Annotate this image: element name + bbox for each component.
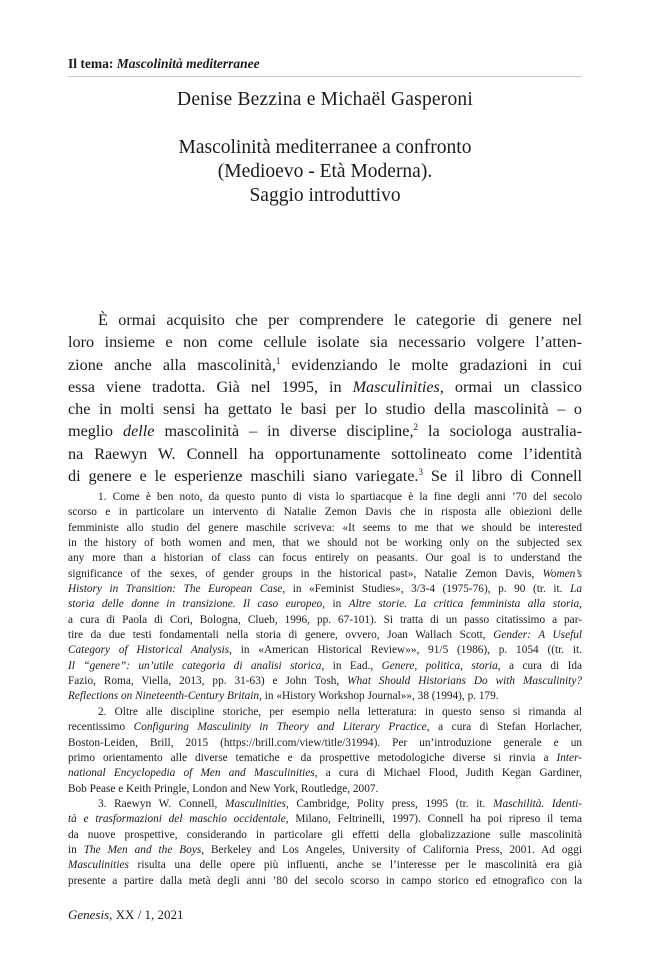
footnote-line: in The Men and the Boys, Berkeley and Los Angeles, University of California Press, 2001. Ad oggi: [68, 843, 582, 856]
footnote-line: tire da due testi fondamentali nella storia di genere, ovvero, Joan Wallach Scott, Gender: A Useful: [68, 629, 583, 642]
footnote-line: Reflections on Nineteenth-Century Britain, in «History Workshop Journal»», 38 (1994), p. 179.: [68, 690, 499, 703]
footnote-line: primo orientamento alle diverse tematiche e da prospettive metodologiche diverse si rinvia a Inter-: [68, 751, 582, 764]
footnote-line: significance of the sexes, of gender groups in the historical past», Natalie Zemon Davis, Women’s: [68, 567, 582, 580]
authors: Denise Bezzina e Michaël Gasperoni: [177, 89, 473, 110]
title-line: (Medioevo - Età Moderna).: [217, 161, 433, 182]
footnote-line: presente a partire dalla metà degli anni ’80 del secolo scorso in campo storico ed etnografico con la: [68, 874, 582, 887]
footnote-line: any more than a historian of class can focus entirely on peasants. Our goal is to understand the: [68, 552, 582, 565]
footnote-line: History in Transition: The European Case, in «Feminist Studies», 3/3-4 (1975-76), p. 90 (tr. it. La: [68, 583, 582, 596]
footnote-ref[interactable]: 1: [275, 355, 281, 366]
footnote-line: da nuove prospettive, considerando in particolare gli effetti della globalizzazione sulle mascolinità: [68, 828, 582, 841]
footnote-line: Masculinities risulta una delle opere più influenti, anche se l’interesse per le mascolinità era già: [68, 859, 582, 872]
issue-info: , XX / 1, 2021: [109, 907, 184, 922]
footnote-line: Bob Pease e Keith Pringle, London and New York, Routledge, 2007.: [68, 782, 379, 795]
footnote-line: 1. Come è ben noto, da questo punto di vista lo spartiacque è la fine degli anni ’70 del secolo: [98, 491, 582, 503]
running-head: [68, 56, 260, 72]
body-line: È ormai acquisito che per comprendere le categorie di genere nel: [98, 311, 582, 329]
footnote-line: Il “genere”: un’utile categoria di analisi storica, in Ead., Genere, politica, storia, a cura di Ida: [68, 659, 582, 672]
body-paragraph: [68, 309, 582, 487]
running-head-label: Il tema:: [68, 56, 114, 71]
footnote-line: a cura di Paola di Cori, Bologna, Clueb, 1996, pp. 67-101). Si tratta di un passo citatissimo a par-: [68, 613, 582, 626]
footnotes: [68, 490, 582, 889]
footnote-2: [68, 705, 582, 797]
footnote-line: Fazio, Roma, Viella, 2013, pp. 31-63) e John Tosh, What Should Historians Do with Masculinity?: [68, 675, 582, 688]
body-line: zione anche alla mascolinità,$^1$ evidenziando le molte gradazioni in cui: [68, 355, 582, 374]
footnote-line: recentissimo Configuring Masculinity in Theory and Literary Practice, a cura di Stefan Horlacher,: [68, 721, 583, 734]
footnote-ref[interactable]: 2: [413, 422, 419, 433]
footnote-line: Boston-Leiden, Brill, 2015 (https://brill.com/view/title/31994). Per un’introduzione generale e un: [68, 736, 582, 749]
header-rule: [68, 76, 582, 77]
body-line: loro insieme e non come cellule isolate sia necessario volgere l’atten-: [68, 333, 582, 352]
journal-name: Genesis: [68, 907, 110, 922]
title-line: Saggio introduttivo: [249, 185, 401, 206]
title-line: Mascolinità mediterranee a confronto: [178, 137, 472, 158]
body-line: na Raewyn W. Connell ha opportunamente sottolineato come l’identità: [68, 444, 582, 463]
footnote-line: femministe allo studio del genere maschile scriveva: «It seems to me that we should be interested: [68, 521, 582, 534]
body-line: essa viene tradotta. Già nel 1995, in Masculinities, ormai un classico: [68, 377, 583, 396]
body-line: che in molti sensi ha gettato le basi per lo studio della mascolinità – o: [68, 400, 582, 419]
footnote-ref[interactable]: 3: [418, 467, 423, 478]
footnote-1: [68, 490, 582, 705]
footnote-3: [68, 797, 582, 889]
footnote-line: scorso e in particolare un intervento di Natalie Zemon Davis che in risposta alle obiezioni delle: [68, 506, 582, 519]
footnote-line: national Encyclopedia of Men and Masculinities, a cura di Michael Flood, Judith Kegan Gardiner,: [68, 767, 583, 780]
folio: [68, 907, 184, 923]
footnote-line: tà e trasformazioni del maschio occidentale, Milano, Feltrinelli, 1997). Connell ha poi ripreso il tema: [68, 813, 582, 826]
body-line: di genere e le esperienze maschili siano variegate.$^3$ Se il libro di Connell: [68, 467, 583, 486]
body-line: meglio delle mascolinità – in diverse discipline,$^2$ la sociologa australia-: [68, 422, 582, 441]
footnote-line: Category of Historical Analysis, in «American Historical Review»», 91/5 (1986), p. 1054 ((tr. it.: [68, 644, 582, 657]
article-title: [0, 136, 650, 208]
running-head-topic: Mascolinità mediterranee: [116, 56, 260, 71]
footnote-line: 3. Raewyn W. Connell, Masculinities, Cambridge, Polity press, 1995 (tr. it. Maschilità. Identi-: [98, 797, 582, 810]
footnote-line: 2. Oltre alle discipline storiche, per esempio nella letteratura: in questo senso si rimanda al: [98, 705, 582, 718]
footnote-line: storia delle donne in transizione. Il caso europeo, in Altre storie. La critica femminista alla storia,: [68, 598, 582, 611]
footnote-line: in the history of both women and men, that we should not be working only on the subjected sex: [68, 537, 582, 550]
